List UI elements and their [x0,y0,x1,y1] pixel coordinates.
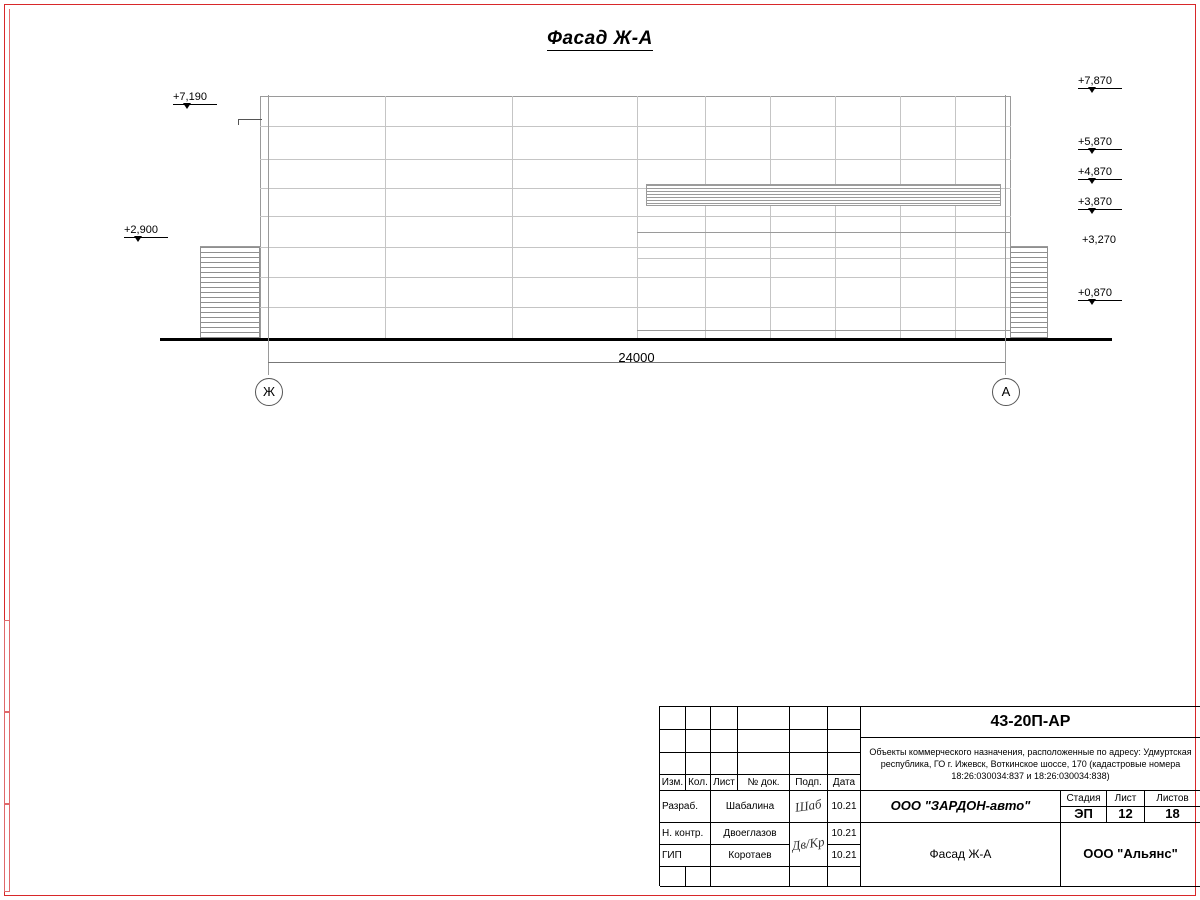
revision-blank-3-3 [711,753,738,775]
panel-joint-8 [955,96,956,338]
facade-line-7 [260,307,1011,308]
panel-joint-6 [835,96,836,338]
revision-blank-3-4 [738,753,790,775]
sign-razrab: Шаб [790,791,828,823]
revision-blank-1-5 [790,707,828,730]
designer-name: ООО "Альянс" [1061,823,1200,887]
project-object [861,738,1200,791]
revision-blank-2-3 [711,730,738,753]
revision-blank-2-4 [738,730,790,753]
date-razrab: 10.21 [828,791,861,823]
overall-dimension-label: 24000 [618,350,655,365]
role-razrab: Разраб. [660,791,711,823]
sheet-value: 12 [1107,807,1145,823]
level-mark-right-4 [1082,234,1116,246]
sign-nkontr-gip: Дв/Кр [790,823,828,867]
panel-joint-2 [512,96,513,338]
date-gip: 10.21 [828,845,861,867]
building-top-edge [260,96,1011,97]
level-mark-right-1-label: +5,870 [1078,136,1112,148]
revision-header-date: Дата [828,775,861,791]
left-ramp-wall [200,246,260,338]
level-mark-right-4-label: +3,270 [1082,234,1116,246]
stamp-footer-left-1 [660,867,686,887]
revision-blank-2-2 [686,730,711,753]
revision-blank-3-6 [828,753,861,775]
parapet-left-cap [238,119,262,120]
revision-header-kol: Кол. [686,775,711,791]
level-mark-right-5-label: +0,870 [1078,287,1112,299]
level-mark-right-3 [1078,196,1122,210]
panel-joint-1 [385,96,386,338]
right-ramp-top [1010,246,1048,247]
building-left-edge [260,96,261,338]
stage-header: Стадия [1061,791,1107,807]
revision-blank-1-1 [660,707,686,730]
panel-joint-4 [705,96,706,338]
date-nkontr: 10.21 [828,823,861,845]
axis-line-right [1005,95,1006,375]
axis-bubble-right: А [992,378,1020,406]
level-mark-right-5 [1078,287,1122,301]
revision-blank-2-5 [790,730,828,753]
ground-line [160,338,1112,341]
stamp-footer-left-5 [828,867,861,887]
revision-blank-3-5 [790,753,828,775]
revision-blank-3-2 [686,753,711,775]
facade-line-2 [260,159,1011,160]
level-mark-right-2-label: +4,870 [1078,166,1112,178]
panel-joint-7 [900,96,901,338]
right-ramp-wall [1010,246,1048,338]
level-mark-left-0 [173,91,217,105]
project-object-text: Объекты коммерческого назначения, расположенные по адресу: Удмуртская республика, ГО г. Ижевск, Воткинское шоссе, 170 (кадастровые номера 18:26:030034:837 и 18:26:030034:838) [869,746,1192,782]
revision-blank-2-1 [660,730,686,753]
level-mark-right-0-label: +7,870 [1078,75,1112,87]
revision-header-list: Лист [711,775,738,791]
facade-line-5 [260,247,1011,248]
sheets-header: Листов [1145,791,1200,807]
glazing-bottom-rail [637,330,1011,331]
revision-blank-2-6 [828,730,861,753]
revision-header-doc: № док. [738,775,790,791]
level-mark-right-2 [1078,166,1122,180]
role-nkontr: Н. контр. [660,823,711,845]
level-mark-left-1-label: +2,900 [124,224,158,236]
glazing-top-rail [637,232,1011,233]
facade-line-4 [260,216,1011,217]
revision-blank-1-6 [828,707,861,730]
level-mark-left-0-label: +7,190 [173,91,207,103]
stamp-footer-left-2 [686,867,711,887]
axis-line-left [268,95,269,375]
revision-blank-3-1 [660,753,686,775]
level-mark-left-1 [124,224,168,238]
louver-band [646,184,1001,206]
level-mark-right-3-label: +3,870 [1078,196,1112,208]
sheets-value: 18 [1145,807,1200,823]
glazing-mid-rail [637,258,1011,259]
level-mark-right-0 [1078,75,1122,89]
stamp-footer-left-4 [790,867,828,887]
left-margin-box-1 [4,620,10,712]
panel-joint-5 [770,96,771,338]
level-mark-right-1 [1078,136,1122,150]
left-ramp-top [200,246,260,247]
panel-joint-3 [637,96,638,338]
left-margin-box-2 [4,712,10,804]
name-gip: Коротаев [711,845,790,867]
revision-blank-1-2 [686,707,711,730]
name-nkontr: Двоеглазов [711,823,790,845]
page-title-text: Фасад Ж-А [547,28,653,49]
customer-name: ООО "ЗАРДОН-авто" [861,791,1061,823]
revision-blank-1-4 [738,707,790,730]
revision-blank-1-3 [711,707,738,730]
parapet-left-drop [238,119,239,125]
facade-line-1 [260,126,1011,127]
role-gip: ГИП [660,845,711,867]
stage-value: ЭП [1061,807,1107,823]
revision-header-izm: Изм. [660,775,686,791]
name-razrab: Шабалина [711,791,790,823]
project-code: 43-20П-АР [861,707,1200,738]
sheet-header: Лист [1107,791,1145,807]
revision-header-sign: Подп. [790,775,828,791]
facade-line-6 [260,277,1011,278]
stamp-footer-left-3 [711,867,790,887]
drawing-name: Фасад Ж-А [861,823,1061,887]
left-margin-box-3 [4,804,10,892]
title-block [659,706,1200,886]
axis-bubble-left: Ж [255,378,283,406]
